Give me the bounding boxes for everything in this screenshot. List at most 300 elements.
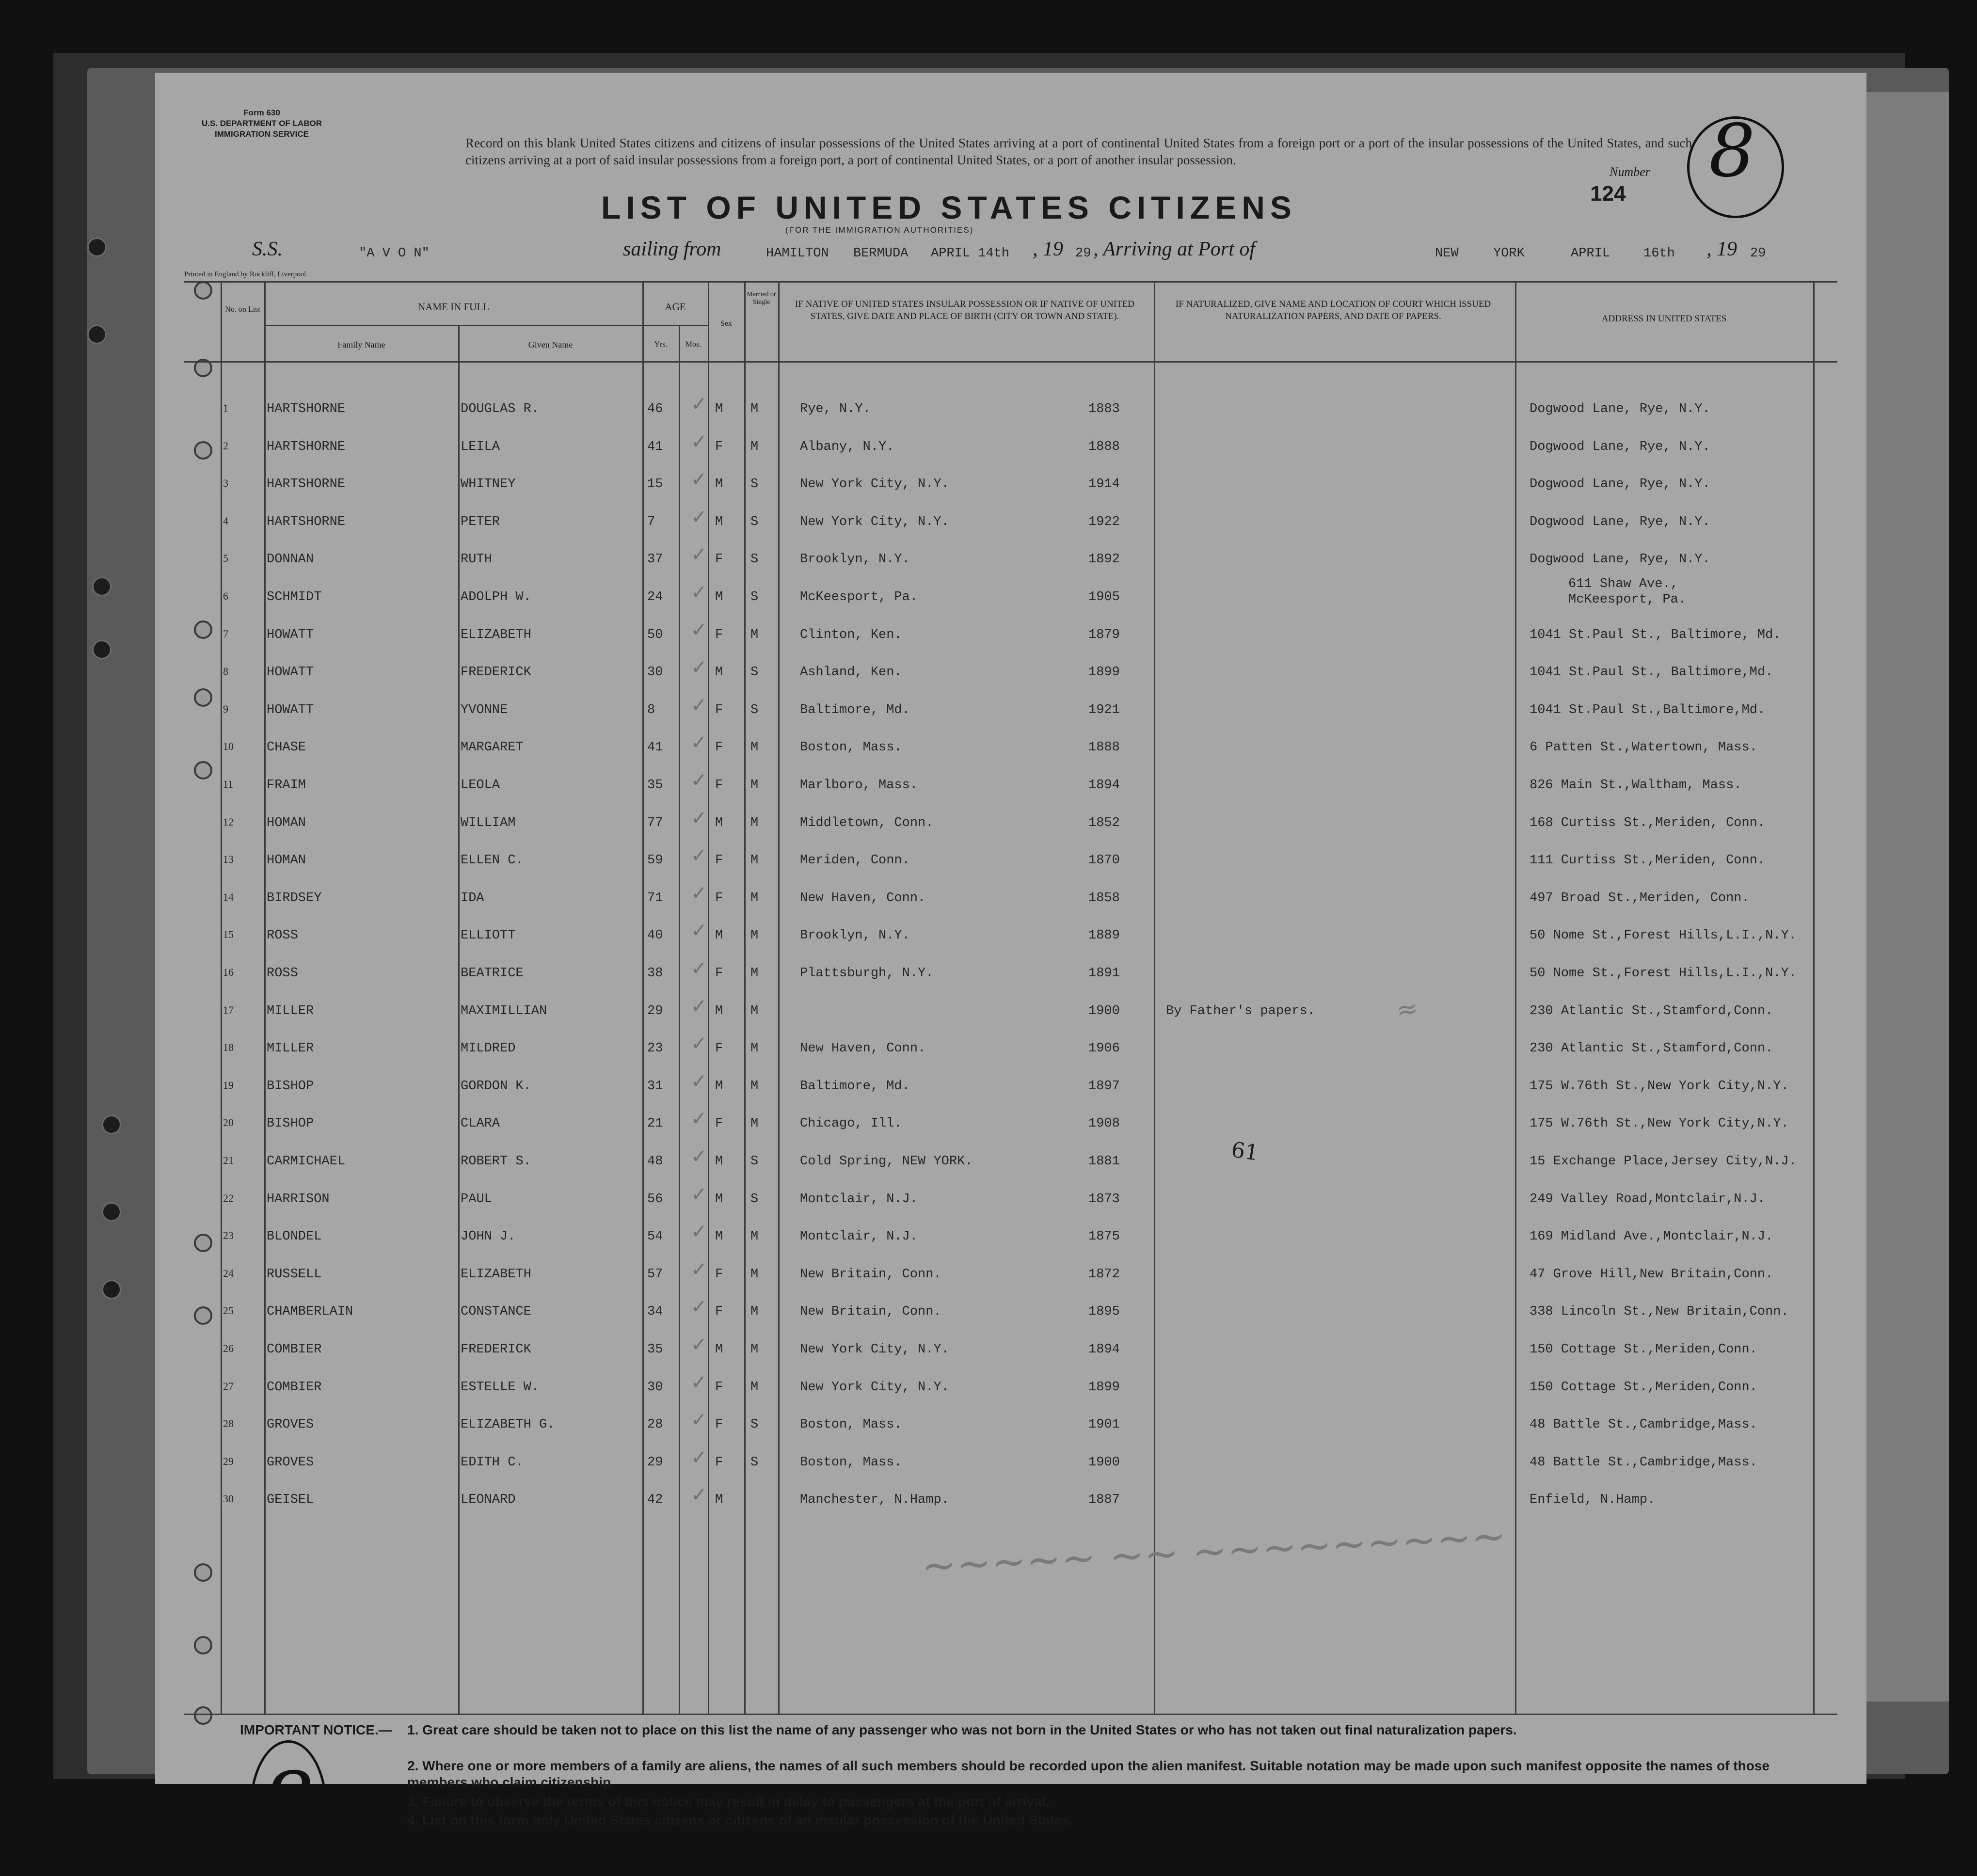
check-mark-icon: ✓ [691,844,707,867]
check-mark-icon: ✓ [691,468,707,491]
age-years: 46 [647,402,663,416]
age-years: 15 [647,477,663,492]
sex: M [715,590,723,604]
given-name: WILLIAM [461,815,516,830]
birth-year: 1883 [1088,402,1120,416]
ship-name: "A V O N" [359,246,430,261]
given-name: WHITNEY [461,477,516,492]
table-row [223,954,1973,992]
given-name: CLARA [461,1116,500,1131]
number-label: Number [1610,165,1650,179]
family-name: GEISEL [267,1493,314,1508]
address: 338 Lincoln St.,New Britain,Conn. [1530,1304,1789,1320]
age-years: 38 [647,966,663,981]
sex: F [715,552,723,567]
given-name: LEOLA [461,778,500,793]
age-years: 21 [647,1116,663,1131]
arriving-label: , Arriving at Port of [1093,238,1256,260]
birth-place: Boston, Mass. [800,1455,902,1470]
check-mark-icon: ✓ [691,1296,707,1319]
given-name: YVONNE [461,702,508,717]
address: 48 Battle St.,Cambridge,Mass. [1530,1455,1757,1470]
birth-place: Brooklyn, N.Y. [800,928,910,943]
marital-status: S [750,477,759,492]
address: 48 Battle St.,Cambridge,Mass. [1530,1417,1757,1432]
check-mark-icon: ✓ [691,1409,707,1431]
given-name: JOHN J. [461,1229,516,1244]
notice-label: IMPORTANT NOTICE.— [240,1722,392,1737]
birth-year: 1899 [1088,665,1120,680]
birth-year: 1858 [1088,890,1120,906]
check-mark-icon: ✓ [691,1033,707,1055]
col-mos: Mos. [685,340,702,349]
birth-place: Cold Spring, NEW YORK. [800,1154,973,1169]
sex: F [715,702,723,717]
address: 611 Shaw Ave., McKeesport, Pa. [1568,577,1687,607]
binding-hole [102,1202,121,1222]
table-row [223,1406,1973,1444]
address: 150 Cottage St.,Meriden,Conn. [1530,1342,1757,1357]
table-row [223,842,1973,879]
birth-place: McKeesport, Pa. [800,590,918,604]
check-mark-icon: ✓ [691,581,707,604]
sex: M [715,477,723,492]
address: 497 Broad St.,Meriden, Conn. [1530,890,1750,906]
table-row [223,577,1973,616]
table-row [223,1067,1973,1105]
binding-hole [87,238,107,257]
birth-place: Marlboro, Mass. [800,778,918,793]
age-years: 42 [647,1493,663,1508]
birth-year: 1892 [1088,552,1120,567]
binding-hole [194,1636,212,1654]
birth-year: 1901 [1088,1417,1120,1432]
col-sex: Sex [720,319,732,328]
sex: M [715,514,723,529]
family-name: HARTSHORNE [267,402,346,416]
given-name: MARGARET [461,740,524,755]
table-row [223,465,1973,503]
birth-place: New Britain, Conn. [800,1304,941,1320]
row-number: 14 [223,890,234,903]
check-mark-icon: ✓ [691,1145,707,1168]
marital-status: M [750,1304,759,1320]
address: 50 Nome St.,Forest Hills,L.I.,N.Y. [1530,928,1797,943]
given-name: CONSTANCE [461,1304,531,1320]
row-number: 29 [223,1455,234,1467]
check-mark-icon: ✓ [691,393,707,415]
sex: M [715,928,723,943]
marital-status: S [750,590,759,604]
marital-status: M [750,740,759,755]
table-row [223,691,1973,729]
marital-status: M [750,439,759,454]
birth-place: Ashland, Ken. [800,665,902,680]
circled-number-text: 8 [1709,109,1755,193]
family-name: CHASE [267,740,306,755]
row-number: 12 [223,815,234,828]
birth-place: Plattsburgh, N.Y. [800,966,934,981]
address: 175 W.76th St.,New York City,N.Y. [1530,1116,1789,1131]
row-number: 4 [223,514,228,527]
birth-year: 1899 [1088,1380,1120,1395]
birth-place: New Britain, Conn. [800,1267,941,1282]
birth-place: New York City, N.Y. [800,1342,949,1357]
given-name: MAXIMILLIAN [461,1003,547,1018]
row-number: 2 [223,439,228,452]
marital-status: M [750,1116,759,1131]
marital-status: S [750,1192,759,1207]
age-years: 30 [647,665,663,680]
printer-note: Printed in England by Rockliff, Liverpool. [184,270,308,278]
table-row [223,390,1973,428]
birth-year: 1887 [1088,1493,1120,1508]
birth-year: 1870 [1088,853,1120,868]
marital-status: M [750,1342,759,1357]
address: 50 Nome St.,Forest Hills,L.I.,N.Y. [1530,966,1797,981]
service-name: IMMIGRATION SERVICE [215,129,309,139]
family-name: HOMAN [267,815,306,830]
arrive-day: 16th [1643,246,1675,261]
department-name: U.S. DEPARTMENT OF LABOR [201,119,322,128]
marital-status: M [750,853,759,868]
age-years: 41 [647,740,663,755]
binding-hole [87,325,107,344]
birth-year: 1900 [1088,1003,1120,1018]
address: Dogwood Lane, Rye, N.Y. [1530,402,1710,416]
birth-year: 1852 [1088,815,1120,830]
row-number: 8 [223,665,228,678]
arrive-date: APRIL [1571,246,1610,261]
address: 168 Curtiss St.,Meriden, Conn. [1530,815,1766,830]
address: 15 Exchange Place,Jersey City,N.J. [1530,1154,1797,1169]
address: Enfield, N.Hamp. [1530,1493,1656,1508]
pencil-mark: ≈ [1394,992,1420,1026]
family-name: BLONDEL [267,1229,322,1244]
notice-item-2: 2. Where one or more members of a family are aliens, the names of all such members should be recorded upon the alien manifest. Suitable notation may be made upon such manifest opposite the names of those members who claim citizenship. [407,1758,1770,1790]
binding-hole [194,1706,212,1725]
check-mark-icon: ✓ [691,656,707,679]
marital-status: M [750,1380,759,1395]
given-name: ESTELLE W. [461,1380,540,1395]
row-number: 21 [223,1154,234,1166]
row-number: 3 [223,477,228,490]
family-name: BISHOP [267,1079,314,1094]
row-number: 15 [223,928,234,941]
age-years: 7 [647,514,655,529]
family-name: CHAMBERLAIN [267,1304,353,1320]
family-name: RUSSELL [267,1267,322,1282]
check-mark-icon: ✓ [691,995,707,1017]
address: 826 Main St.,Waltham, Mass. [1530,778,1742,793]
address: Dogwood Lane, Rye, N.Y. [1530,477,1710,492]
subheader-rule [264,325,708,326]
given-name: ELIZABETH G. [461,1417,555,1432]
birth-place: Boston, Mass. [800,1417,902,1432]
birth-year: 1897 [1088,1079,1120,1094]
age-years: 35 [647,778,663,793]
age-years: 56 [647,1192,663,1207]
birth-year: 1905 [1088,590,1120,604]
table-row [223,1481,1973,1519]
marital-status: M [750,1041,759,1056]
address: 1041 St.Paul St.,Baltimore,Md. [1530,702,1766,717]
birth-year: 1891 [1088,966,1120,981]
table-row [223,1180,1973,1218]
address: 230 Atlantic St.,Stamford,Conn. [1530,1003,1773,1018]
ss-label: S.S. [252,238,283,260]
family-name: COMBIER [267,1380,322,1395]
col-no: No. on List [225,305,260,314]
address: 47 Grove Hill,New Britain,Conn. [1530,1267,1773,1282]
family-name: HARRISON [267,1192,330,1207]
circled-number-bottom-text: 8 [262,1755,315,1851]
birth-place: New York City, N.Y. [800,1380,949,1395]
birth-year: 1873 [1088,1192,1120,1207]
given-name: DOUGLAS R. [461,402,540,416]
birth-place: Manchester, N.Hamp. [800,1493,949,1508]
col-birth: IF NATIVE OF UNITED STATES INSULAR POSSESSION OR IF NATIVE OF UNITED STATES, GIVE DATE AND PLACE OF BIRTH (CITY OR TOWN AND STATE). [795,299,1134,321]
birth-year: 1888 [1088,439,1120,454]
age-years: 50 [647,627,663,642]
given-name: MILDRED [461,1041,516,1056]
table-row [223,653,1973,691]
given-name: ELLEN C. [461,853,524,868]
table-row [223,1030,1973,1067]
check-mark-icon: ✓ [691,731,707,754]
sex: M [715,1154,723,1169]
table-row [223,804,1973,842]
marital-status: S [750,1455,759,1470]
age-years: 29 [647,1003,663,1018]
table-row [223,1368,1973,1406]
given-name: ELLIOTT [461,928,516,943]
family-name: HOWATT [267,627,314,642]
col-age: AGE [665,301,686,313]
sex: F [715,966,723,981]
family-name: GROVES [267,1417,314,1432]
given-name: ELIZABETH [461,1267,531,1282]
check-mark-icon: ✓ [691,807,707,829]
birth-place: Clinton, Ken. [800,627,902,642]
birth-place: New Haven, Conn. [800,890,926,906]
sex: M [715,815,723,830]
table-row [223,1105,1973,1143]
marital-status: S [750,1154,759,1169]
notice-item-4: 4. List on this form only United States citizens or citizens of an insular possession of the United States. [407,1812,1073,1828]
sex: M [715,665,723,680]
row-number: 16 [223,966,234,978]
age-years: 8 [647,702,655,717]
address: 6 Patten St.,Watertown, Mass. [1530,740,1757,755]
sex: F [715,1380,723,1395]
table-row [223,503,1973,541]
row-number: 7 [223,627,228,640]
row-number: 25 [223,1304,234,1317]
marital-status: M [750,966,759,981]
given-name: BEATRICE [461,966,524,981]
given-name: PETER [461,514,500,529]
birth-place: Rye, N.Y. [800,402,871,416]
marital-status: S [750,552,759,567]
sex: F [715,853,723,868]
address: 230 Atlantic St.,Stamford,Conn. [1530,1041,1773,1056]
check-mark-icon: ✓ [691,430,707,453]
age-years: 28 [647,1417,663,1432]
sex: F [715,1267,723,1282]
birth-year: 1894 [1088,1342,1120,1357]
address: Dogwood Lane, Rye, N.Y. [1530,552,1710,567]
birth-place: Albany, N.Y. [800,439,894,454]
year-prefix: , 19 [1033,238,1063,260]
age-years: 71 [647,890,663,906]
marital-status: S [750,1417,759,1432]
family-name: ROSS [267,928,298,943]
address: 175 W.76th St.,New York City,N.Y. [1530,1079,1789,1094]
family-name: MILLER [267,1003,314,1018]
table-row [223,1256,1973,1293]
form-number: Form 630 [243,108,280,117]
sex: F [715,740,723,755]
list-number: 124 [1590,182,1626,206]
birth-year: 1908 [1088,1116,1120,1131]
given-name: EDITH C. [461,1455,524,1470]
check-mark-icon: ✓ [691,543,707,566]
row-number: 5 [223,552,228,565]
check-mark-icon: ✓ [691,1258,707,1281]
family-name: BISHOP [267,1116,314,1131]
age-years: 54 [647,1229,663,1244]
binding-hole [102,1280,121,1299]
age-years: 24 [647,590,663,604]
birth-place: New York City, N.Y. [800,477,949,492]
naturalization: By Father's papers. [1166,1003,1315,1018]
check-mark-icon: ✓ [691,1070,707,1093]
form-header [189,108,335,140]
sex: M [715,1003,723,1018]
binding-hole [194,688,212,707]
col-address: ADDRESS IN UNITED STATES [1601,314,1727,324]
binding-hole [92,640,112,659]
row-number: 6 [223,590,228,602]
birth-place: Meriden, Conn. [800,853,910,868]
table-top-rule [184,281,1837,283]
sex: F [715,1041,723,1056]
binding-hole [194,281,212,300]
col-naturalized: IF NATURALIZED, GIVE NAME AND LOCATION OF COURT WHICH ISSUED NATURALIZATION PAPERS, AND DATE OF PAPERS. [1175,299,1491,321]
family-name: SCHMIDT [267,590,322,604]
family-name: HARTSHORNE [267,439,346,454]
family-name: BIRDSEY [267,890,322,906]
check-mark-icon: ✓ [691,1221,707,1243]
given-name: ELIZABETH [461,627,531,642]
birth-place: Chicago, Ill. [800,1116,902,1131]
birth-year: 1894 [1088,778,1120,793]
marital-status: M [750,402,759,416]
marital-status: M [750,627,759,642]
address: Dogwood Lane, Rye, N.Y. [1530,439,1710,454]
binding-hole [194,761,212,779]
col-married: Married or Single [747,291,776,306]
check-mark-icon: ✓ [691,882,707,905]
marital-status: M [750,1229,759,1244]
age-years: 23 [647,1041,663,1056]
check-mark-icon: ✓ [691,957,707,980]
binding-hole [92,577,112,596]
age-years: 59 [647,853,663,868]
family-name: CARMICHAEL [267,1154,346,1169]
birth-place: Brooklyn, N.Y. [800,552,910,567]
address: 1041 St.Paul St., Baltimore, Md. [1530,627,1781,642]
family-name: GROVES [267,1455,314,1470]
table-row [223,879,1973,917]
table-row [223,992,1973,1030]
family-name: COMBIER [267,1342,322,1357]
given-name: FREDERICK [461,1342,531,1357]
birth-year: 1889 [1088,928,1120,943]
table-bottom-rule [184,1714,1837,1715]
family-name: HARTSHORNE [267,514,346,529]
marital-status: S [750,702,759,717]
age-years: 37 [647,552,663,567]
document-title: LIST OF UNITED STATES CITIZENS [601,190,1297,225]
sex: F [715,627,723,642]
row-number: 22 [223,1192,234,1204]
manifest-page [155,73,1866,1851]
table-header-rule [184,361,1837,363]
birth-place: Montclair, N.J. [800,1192,918,1207]
given-name: ROBERT S. [461,1154,531,1169]
marital-status: M [750,890,759,906]
marital-status: S [750,514,759,529]
notice-item-3: 3. Failure to observe the terms of this notice may result in delay to passengers at the port of arrival. [407,1794,1050,1809]
birth-year: 1879 [1088,627,1120,642]
birth-place: Middletown, Conn. [800,815,934,830]
birth-year: 1914 [1088,477,1120,492]
address: 111 Curtiss St.,Meriden, Conn. [1530,853,1766,868]
age-years: 77 [647,815,663,830]
birth-place: Montclair, N.J. [800,1229,918,1244]
given-name: IDA [461,890,484,906]
table-row [223,1444,1973,1481]
sex: F [715,778,723,793]
birth-year: 1921 [1088,702,1120,717]
age-years: 48 [647,1154,663,1169]
sex: F [715,439,723,454]
sex: F [715,1116,723,1131]
given-name: RUTH [461,552,492,567]
birth-year: 1906 [1088,1041,1120,1056]
table-row [223,1218,1973,1256]
family-name: HOMAN [267,853,306,868]
stamp-number: 61 [1229,1137,1260,1166]
marital-status: S [750,665,759,680]
sex: F [715,890,723,906]
given-name: ADOLPH W. [461,590,531,604]
family-name: HOWATT [267,702,314,717]
binding-hole [194,1563,212,1582]
address: 169 Midland Ave.,Montclair,N.J. [1530,1229,1773,1244]
address: Dogwood Lane, Rye, N.Y. [1530,514,1710,529]
col-name-in-full: NAME IN FULL [418,301,489,313]
binding-hole [102,1115,121,1134]
binding-hole [194,1306,212,1325]
col-rule [264,281,266,1714]
table-row [223,917,1973,954]
year-prefix-2: , 19 [1706,238,1737,260]
given-name: FREDERICK [461,665,531,680]
binding-hole [194,620,212,639]
